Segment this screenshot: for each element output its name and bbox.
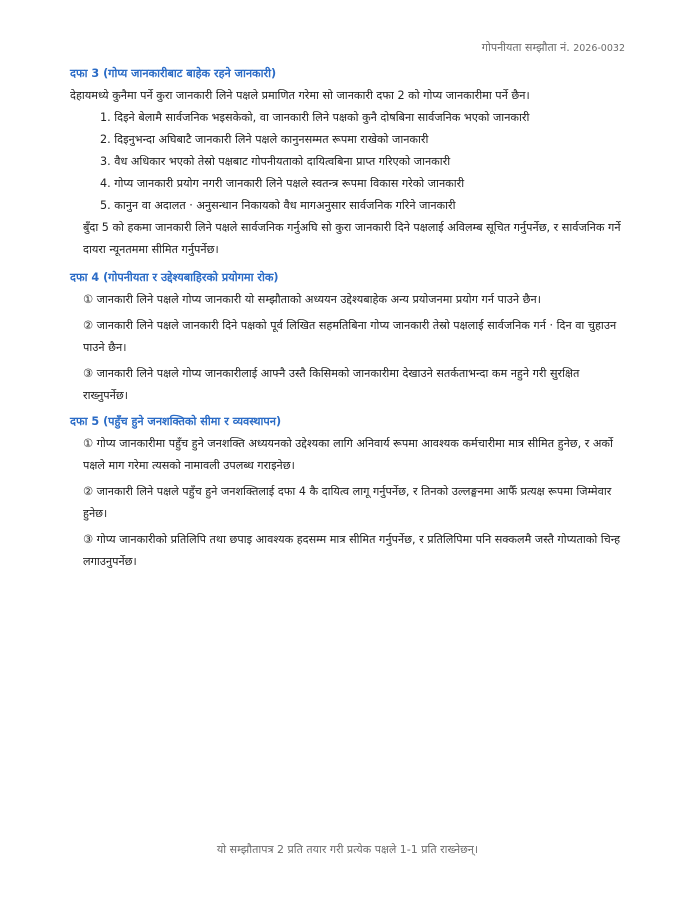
clause-item: ③ गोप्य जानकारीको प्रतिलिपि तथा छपाइ आवश्यक हदसम्म मात्र सीमित गर्नुपर्नेछ, र प्रतिलिपिमा पनि सक्कलमै जस्तै गोप्यताको चिन्ह लगाउनुपर्नेछ। bbox=[83, 533, 621, 568]
list-item: 1. दिइने बेलामै सार्वजनिक भइसकेको, वा जानकारी लिने पक्षको कुनै दोषबिना सार्वजनिक भएको जानकारी bbox=[100, 111, 530, 124]
section-3-intro: देहायमध्ये कुनैमा पर्ने कुरा जानकारी लिने पक्षले प्रमाणित गरेमा सो जानकारी दफा 2 को गोप्य जानकारीमा पर्ने छैन। bbox=[70, 89, 530, 102]
page-header bbox=[482, 40, 625, 55]
section-5-number: दफा 5 bbox=[70, 415, 100, 428]
document-number: 2026-0032 bbox=[573, 43, 625, 54]
clause-item: ② जानकारी लिने पक्षले पहुँच हुने जनशक्तिलाई दफा 4 कै दायित्व लागू गर्नुपर्नेछ, र तिनको उल्लङ्घनमा आफैँ प्रत्यक्ष रूपमा जिम्मेवार हुनेछ। bbox=[83, 485, 612, 520]
list-item: 4. गोप्य जानकारी प्रयोग नगरी जानकारी लिने पक्षले स्वतन्त्र रूपमा विकास गरेको जानकारी bbox=[100, 177, 465, 190]
section-5-heading bbox=[70, 411, 626, 433]
clause-item: ③ जानकारी लिने पक्षले गोप्य जानकारीलाई आफ्नै उस्तै किसिमको जानकारीमा देखाउने सतर्कताभन्दा कम नहुने गरी सुरक्षित राख्नुपर्नेछ। bbox=[83, 367, 580, 402]
section-4 bbox=[70, 267, 626, 407]
list-item: 3. वैध अधिकार भएको तेस्रो पक्षबाट गोपनीयताको दायित्वबिना प्राप्त गरिएको जानकारी bbox=[100, 155, 451, 168]
section-3-number: दफा 3 bbox=[70, 67, 100, 80]
header-title: गोपनीयता सम्झौता नं. bbox=[481, 41, 570, 54]
clause-item: ① गोप्य जानकारीमा पहुँच हुने जनशक्ति अध्ययनको उद्देश्यका लागि अनिवार्य रूपमा आवश्यक कर्मचारीमा मात्र सीमित हुनेछ, र अर्को पक्षले माग गरेमा त्यसको नामावली उपलब्ध गराइनेछ। bbox=[83, 437, 613, 472]
section-3-title: (गोप्य जानकारीबाट बाहेक रहने जानकारी) bbox=[103, 67, 277, 80]
section-4-clauses bbox=[70, 289, 626, 407]
section-5-title: (पहुँच हुने जनशक्तिको सीमा र व्यवस्थापन) bbox=[103, 415, 282, 428]
section-3-note: बुँदा 5 को हकमा जानकारी लिने पक्षले सार्वजनिक गर्नुअघि सो कुरा जानकारी दिने पक्षलाई अविलम्ब सूचित गर्नुपर्नेछ, र सार्वजनिक गर्ने दायरा न्यूनतममा सीमित गर्नुपर्नेछ। bbox=[83, 221, 621, 256]
section-3-heading bbox=[70, 63, 626, 85]
section-3 bbox=[70, 63, 626, 261]
exclusion-list bbox=[70, 107, 626, 217]
section-4-number: दफा 4 bbox=[70, 271, 100, 284]
section-4-heading bbox=[70, 267, 626, 289]
document-body bbox=[70, 63, 626, 577]
section-5-clauses bbox=[70, 433, 626, 573]
list-item: 2. दिइनुभन्दा अघिबाटै जानकारी लिने पक्षले कानुनसम्मत रूपमा राखेको जानकारी bbox=[100, 133, 429, 146]
page-footer: यो सम्झौतापत्र 2 प्रति तयार गरी प्रत्येक पक्षले 1-1 प्रति राख्नेछन्। bbox=[216, 843, 479, 856]
section-5 bbox=[70, 411, 626, 573]
section-4-title: (गोपनीयता र उद्देश्यबाहिरको प्रयोगमा रोक) bbox=[103, 271, 279, 284]
clause-item: ① जानकारी लिने पक्षले गोप्य जानकारी यो सम्झौताको अध्ययन उद्देश्यबाहेक अन्य प्रयोजनमा प्रयोग गर्न पाउने छैन। bbox=[83, 293, 541, 306]
clause-item: ② जानकारी लिने पक्षले जानकारी दिने पक्षको पूर्व लिखित सहमतिबिना गोप्य जानकारी तेस्रो पक्षलाई सार्वजनिक गर्न · दिन वा चुहाउन पाउने छैन। bbox=[83, 319, 617, 354]
list-item: 5. कानुन वा अदालत · अनुसन्धान निकायको वैध मागअनुसार सार्वजनिक गरिने जानकारी bbox=[100, 199, 456, 212]
